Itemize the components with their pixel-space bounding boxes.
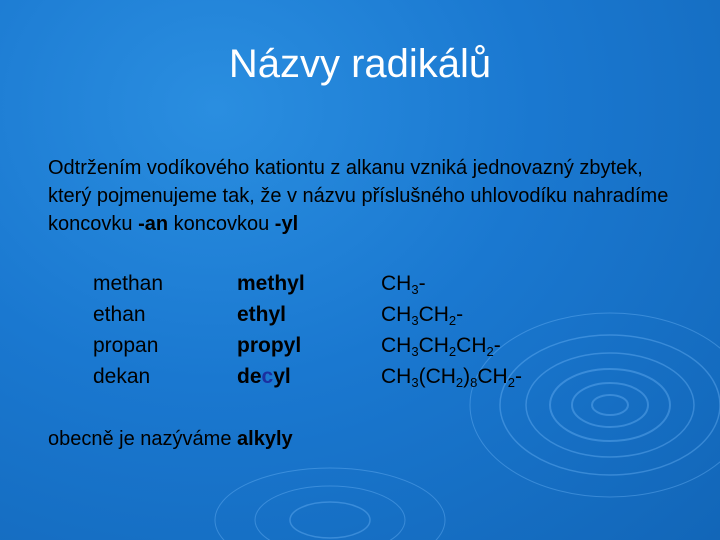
- radical-name: ethyl: [237, 303, 287, 326]
- formula-part: (CH: [418, 365, 456, 388]
- footer-text: obecně je nazýváme: [48, 428, 238, 450]
- suffix-yl: -yl: [274, 213, 299, 235]
- formula-part: CH: [381, 334, 412, 357]
- formula-ethyl: [381, 299, 522, 330]
- radical-name: methyl: [237, 272, 305, 295]
- formula-part: -: [418, 272, 426, 295]
- formulas-column: [381, 268, 522, 392]
- formula-subscript: 2: [448, 344, 457, 359]
- formula-subscript: 8: [470, 375, 478, 390]
- formula-part: CH: [477, 365, 508, 388]
- alkane-name: ethan: [93, 303, 146, 326]
- formula-part: CH: [381, 272, 412, 295]
- footer-bold-term: alkyly: [237, 428, 293, 450]
- formula-subscript: 3: [411, 313, 419, 328]
- formula-part: ): [463, 365, 471, 388]
- formula-part: CH: [418, 303, 449, 326]
- slide-title: Názvy radikálů: [228, 42, 492, 86]
- formula-subscript: 3: [411, 282, 419, 297]
- formula-part: CH: [381, 303, 412, 326]
- alkane-names-column: [93, 268, 163, 392]
- formula-part: CH: [456, 334, 487, 357]
- formula-decyl: [381, 361, 522, 392]
- formula-part: -: [514, 365, 522, 388]
- decyl-highlight: c: [261, 365, 274, 388]
- intro-text-1: Odtržením vodíkového kationtu z alkanu vzniká jednovazný zbytek, který pojmenujeme tak, že v názvu příslušného uhlovodíku nahradíme koncovku: [48, 157, 669, 235]
- formula-methyl: [381, 268, 522, 299]
- radical-names-column: [237, 268, 305, 392]
- radical-name: propyl: [237, 334, 302, 357]
- formula-subscript: 2: [448, 313, 457, 328]
- formula-subscript: 2: [507, 375, 515, 390]
- radical-name-decyl: [237, 361, 305, 392]
- alkane-name: dekan: [93, 365, 151, 388]
- intro-text-2: koncovkou: [168, 213, 275, 235]
- formula-propyl: [381, 330, 522, 361]
- formula-part: CH: [381, 365, 412, 388]
- alkane-name: methan: [93, 272, 164, 295]
- formula-part: -: [493, 334, 501, 357]
- intro-paragraph: [48, 154, 688, 238]
- decyl-suffix: yl: [273, 365, 291, 388]
- alkane-name: propan: [93, 334, 159, 357]
- formula-subscript: 3: [411, 375, 419, 390]
- footer-note: [48, 428, 293, 451]
- formula-part: CH: [418, 334, 449, 357]
- decyl-prefix: de: [237, 365, 262, 388]
- formula-part: -: [456, 303, 464, 326]
- formula-subscript: 2: [486, 344, 494, 359]
- suffix-an: -an: [138, 213, 169, 235]
- formula-subscript: 3: [411, 344, 419, 359]
- formula-subscript: 2: [455, 375, 464, 390]
